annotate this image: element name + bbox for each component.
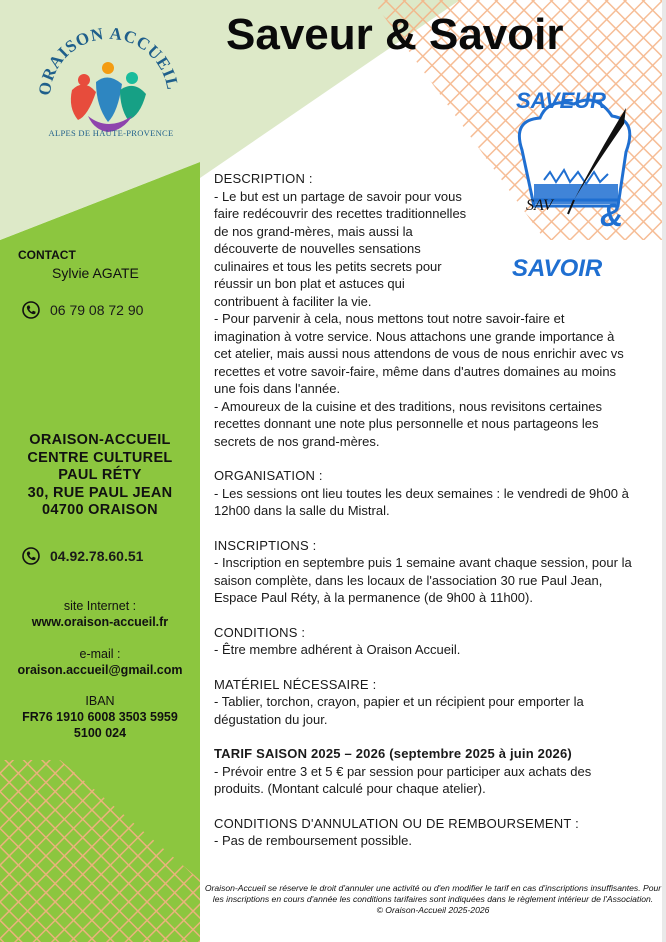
logo-arc-text: ORAISON ACCUEIL [34,23,183,97]
right-border [662,0,666,942]
contact-title: CONTACT [18,248,76,262]
address-line: PAUL RÉTY [58,467,142,483]
iban-block [0,693,200,741]
email-label: e-mail : [79,647,121,661]
logo-word-savoir: SAVOIR [512,255,603,282]
description-line: culinaires et tous les petits secrets pour [214,258,442,274]
section-title-materiel: MATÉRIEL NÉCESSAIRE : [214,676,377,692]
iban-label: IBAN [85,694,115,708]
description-paragraph: - Amoureux de la cuisine et des traditions, nous revisitons certaines recettes donnant une note plus personnelle et nous partageons les secrets de nos grand-mères. [214,398,603,449]
materiel-text: - Tablier, torchon, crayon, papier et un récipient pour emporter la dégustation du jour. [214,694,584,727]
logo-ampersand: & [600,197,624,233]
section-title-tarif: TARIF SAISON 2025 – 2026 (septembre 2025 à juin 2026) [214,746,572,761]
description-line: - Le but est un partage de savoir pour vous [214,188,462,204]
website-label: site Internet : [63,599,137,613]
description-line: faire redécouvrir des recettes traditionnelles [214,206,467,221]
footer-disclaimer: Oraison-Accueil se réserve le droit d'annuler une activité ou d'en modifier le tarif en cas d'inscriptions insuffisantes. Pour les inscriptions en cours d'année les conditions tarifaires sont indiquées dans le règlement intérieur de l'Association. [204,883,662,904]
footer-copyright: © Oraison-Accueil 2025-2026 [376,905,490,915]
logo-figures-icon [71,62,146,132]
office-phone-row [22,547,143,565]
description-paragraph: - Pour parvenir à cela, nous mettons tout notre savoir-faire et imagination à votre service. Nous attachons une grande importance à cet atelier, mais aussi nous attendons de vous de nous enrichir avec vs recettes et votre savoir-faire, même dans d'autres domaines au moins une fois dans l'année. [214,311,624,396]
address-line: 30, RUE PAUL JEAN [27,484,173,501]
page-title: Saveur & Savoir [226,10,564,59]
conditions-text: - Être membre adhérent à Oraison Accueil. [214,642,461,657]
address-block [0,432,200,520]
phone-icon [22,301,40,319]
email-link[interactable]: oraison.accueil@gmail.com [17,663,183,677]
office-phone: 04.92.78.60.51 [50,548,144,564]
description-line: réussir un bon plat et astuces qui [214,276,405,291]
website-block [0,598,200,630]
section-title-inscriptions: INSCRIPTIONS : [214,537,317,553]
address-line: 04700 ORAISON [42,502,158,518]
section-title-description: DESCRIPTION : [214,171,313,186]
website-link[interactable]: www.oraison-accueil.fr [31,615,169,629]
section-title-conditions: CONDITIONS : [214,624,306,640]
tarif-text: - Prévoir entre 3 et 5 € par session pour participer aux achats des produits. (Montant calculé pour chaque atelier). [214,763,592,796]
contact-name: Sylvie AGATE [52,265,139,281]
phone-icon [22,547,40,565]
description-line: de nos grand-mères, mais aussi la [214,223,413,239]
footer-note [204,883,662,916]
email-block [0,646,200,678]
iban-line: FR76 1910 6008 3503 5959 [22,710,178,724]
section-title-annulation: CONDITIONS D'ANNULATION OU DE REMBOURSEMENT : [214,815,579,831]
description-line: contribuent à faciliter la vie. [214,293,372,309]
description-line: découverte de nouvelles sensations [214,241,421,256]
logo-subtitle: ALPES DE HAUTE-PROVENCE [48,128,174,138]
description-intro [214,188,499,311]
inscriptions-text: - Inscription en septembre puis 1 semaine avant chaque session, pour la saison complète, dans les locaux de l'association 30 rue Paul Jean, Espace Paul Réty, à la permanence (de 9h00 à 11h00). [214,555,632,605]
section-title-organisation: ORGANISATION : [214,468,323,483]
address-line: CENTRE CULTUREL [27,449,173,466]
iban-line: 5100 024 [73,726,127,740]
main-content [214,170,634,850]
contact-phone-row [22,301,143,319]
annulation-text: - Pas de remboursement possible. [214,833,412,848]
organisation-text: - Les sessions ont lieu toutes les deux semaines : le vendredi de 9h00 à 12h00 dans la salle du Mistral. [214,485,629,518]
contact-phone: 06 79 08 72 90 [50,302,144,318]
logo-word-saveur: SAVEUR [516,88,607,113]
logo-pen-text: SAV [526,197,553,214]
address-line: ORAISON-ACCUEIL [29,432,171,448]
